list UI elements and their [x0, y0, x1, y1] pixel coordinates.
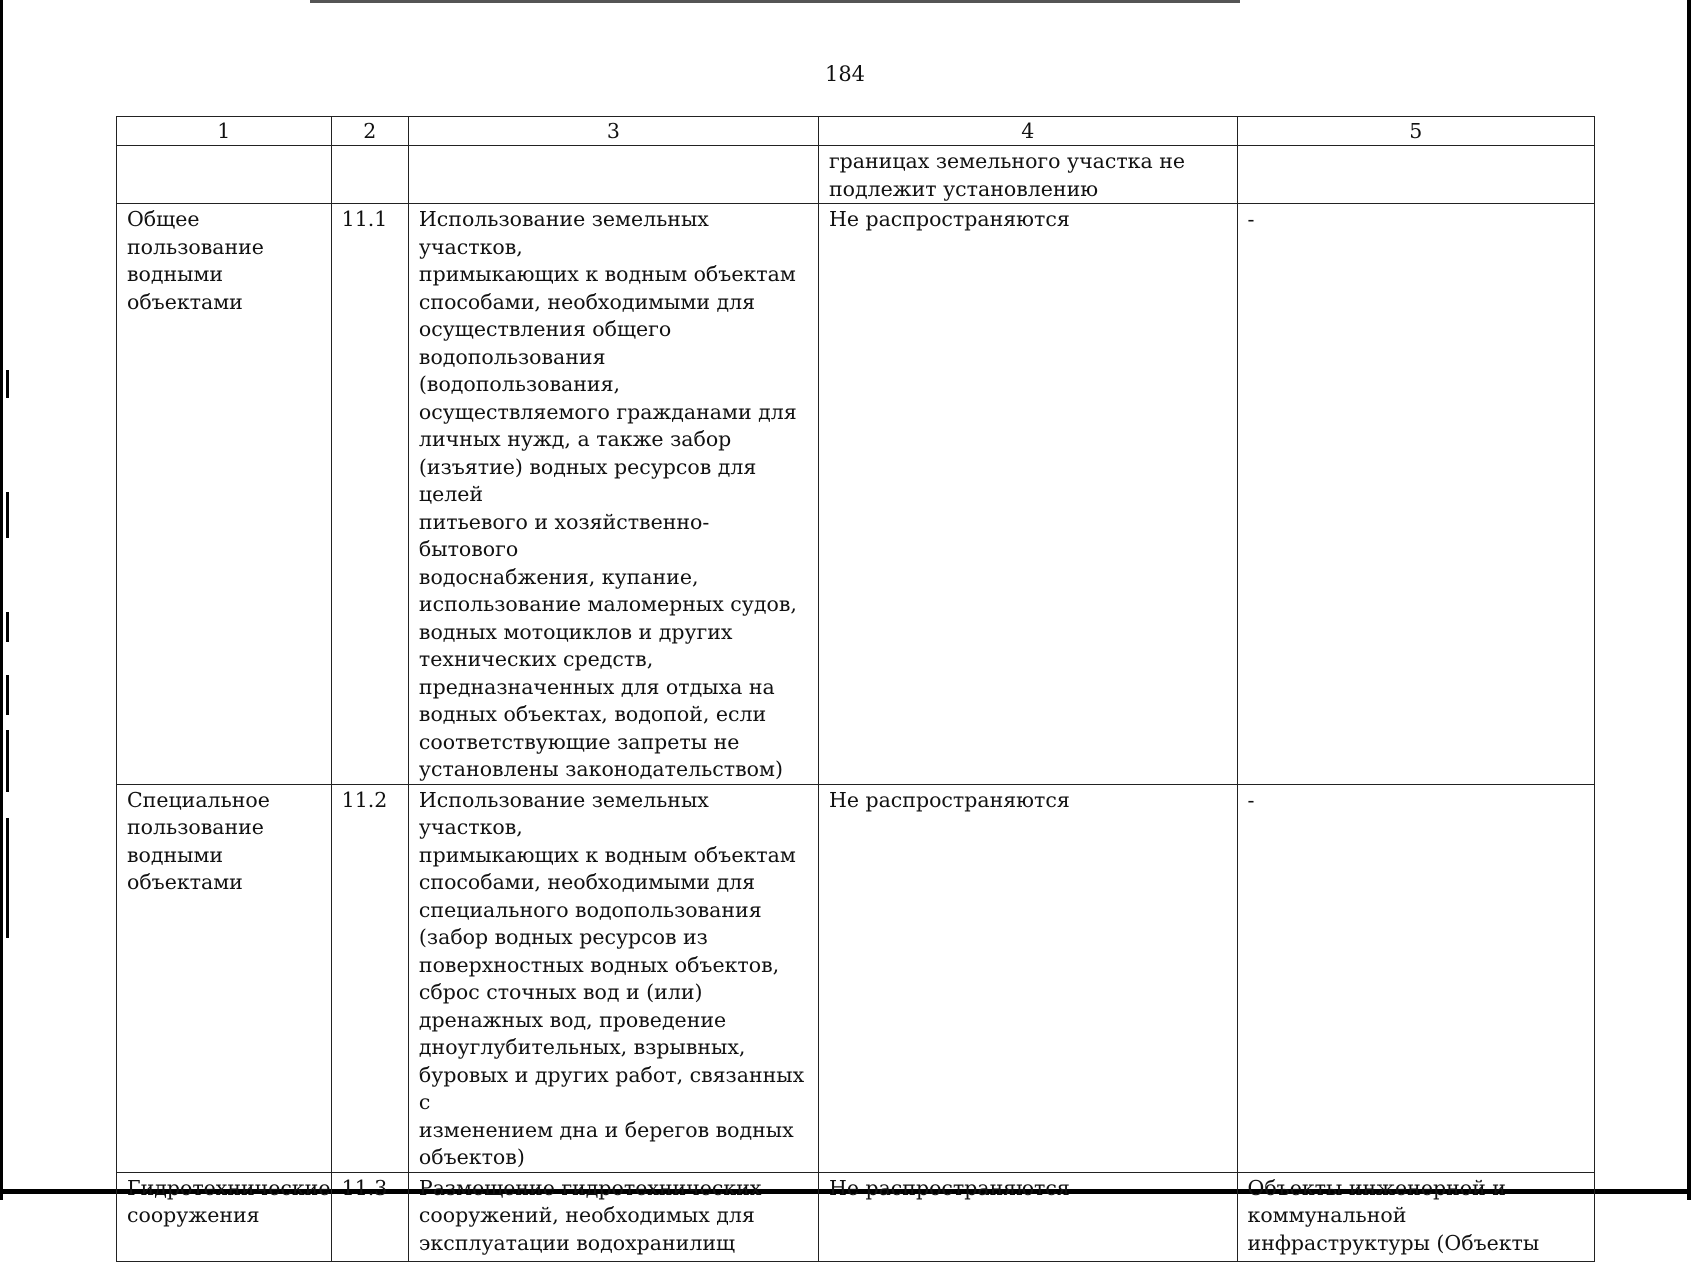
table-row	[117, 146, 1595, 204]
scan-artifact-mark	[6, 370, 9, 398]
restrictions-cell: границах земельного участка не подлежит установлению	[818, 146, 1237, 204]
scan-artifact-mark	[6, 818, 9, 938]
table-row	[117, 784, 1595, 1172]
scan-artifact-mark	[6, 612, 9, 642]
use-type-name	[117, 146, 332, 204]
restrictions-cell: Не распространяются	[818, 1172, 1237, 1261]
column-number: 5	[1237, 117, 1594, 146]
use-type-code: 11.2	[331, 784, 408, 1172]
scan-border-left	[0, 0, 3, 1200]
restrictions-cell: Не распространяются	[818, 784, 1237, 1172]
scan-border-top	[310, 0, 1240, 3]
use-type-description: Размещение гидротехнических сооружений, необходимых для эксплуатации водохранилищ	[408, 1172, 818, 1261]
use-type-description: Использование земельных участков, примыкающих к водным объектам способами, необходимыми для осуществления общего водопользования (водопользования, осуществляемого гражданами для личных нужд, а также забор (изъятие) водных ресурсов для целей питьевого и хозяйственно-бытового водоснабжения, купание, использование маломерных судов, водных мотоциклов и других технических средств, предназначенных для отдыха на водных объектах, водопой, если соответствующие запреты не установлены законодательством)	[408, 204, 818, 785]
restrictions-cell: Не распространяются	[818, 204, 1237, 785]
related-objects-cell: Объекты инженерной и коммунальной инфраструктуры (Объекты	[1237, 1172, 1594, 1261]
scan-border-right	[1687, 0, 1691, 1200]
column-number: 2	[331, 117, 408, 146]
scan-artifact-mark	[6, 492, 9, 538]
table-row	[117, 204, 1595, 785]
use-type-name: Гидротехнические сооружения	[117, 1172, 332, 1261]
use-type-description	[408, 146, 818, 204]
table-row	[117, 1172, 1595, 1261]
use-type-code: 11.3	[331, 1172, 408, 1261]
related-objects-cell: -	[1237, 784, 1594, 1172]
scan-artifact-mark	[6, 730, 9, 792]
use-type-name: Общее пользование водными объектами	[117, 204, 332, 785]
related-objects-cell	[1237, 146, 1594, 204]
use-type-code	[331, 146, 408, 204]
column-number: 4	[818, 117, 1237, 146]
use-type-code: 11.1	[331, 204, 408, 785]
use-type-name: Специальное пользование водными объектами	[117, 784, 332, 1172]
use-type-description: Использование земельных участков, примыкающих к водным объектам способами, необходимыми для специального водопользования (забор водных ресурсов из поверхностных водных объектов, сброс сточных вод и (или) дренажных вод, проведение дноуглубительных, взрывных, буровых и других работ, связанных с изменением дна и берегов водных объектов)	[408, 784, 818, 1172]
page-number: 184	[824, 62, 866, 86]
related-objects-cell: -	[1237, 204, 1594, 785]
column-number: 3	[408, 117, 818, 146]
column-number-row	[117, 117, 1595, 146]
scan-artifact-mark	[6, 675, 9, 715]
column-number: 1	[117, 117, 332, 146]
document-table	[116, 116, 1595, 1262]
